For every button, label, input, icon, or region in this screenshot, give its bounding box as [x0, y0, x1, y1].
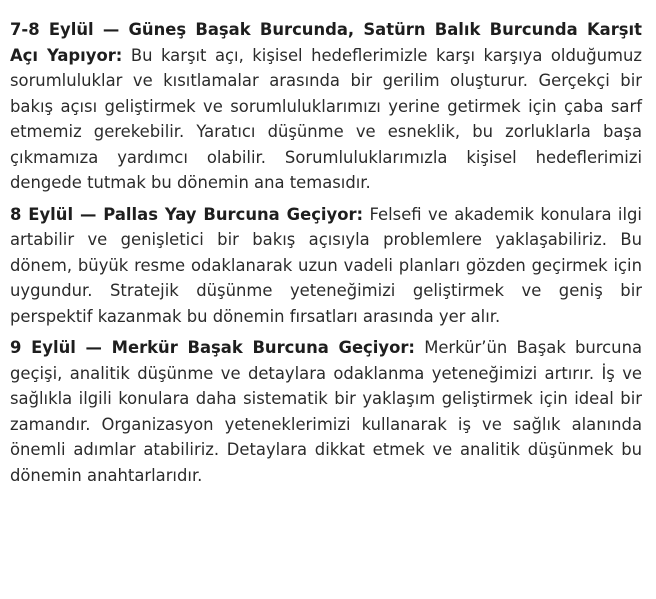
article-content	[10, 17, 642, 494]
entry-title: 9 Eylül — Merkür Başak Burcuna Geçiyor:	[10, 338, 415, 357]
entry-pallas-sagittarius	[10, 202, 642, 330]
entry-body: Felsefi ve akademik konulara ilgi artabilir ve genişletici bir bakış açısıyla problemlere yaklaşabiliriz. Bu dönem, büyük resme odaklanarak uzun vadeli planları gözden geçirmek için uygundur. Stratejik düşünme yeteneğimizi geliştirmek ve geniş bir perspektif kazanmak bu dönemin fırsatları arasında yer alır.	[10, 204, 642, 326]
entry-mercury-virgo	[10, 335, 642, 488]
entry-body: Bu karşıt açı, kişisel hedeflerimizle karşı karşıya olduğumuz sorumluluklar ve kısıtlamalar arasında bir gerilim oluşturur. Gerçekçi bir bakış açısı geliştirmek ve sorumluluklarımızı yerine getirmek için çaba sarf etmemiz gerekebilir. Yaratıcı düşünme ve esneklik, bu zorluklarla başa çıkmamıza yardımcı olabilir. Sorumluluklarımızla kişisel hedeflerimizi dengede tutmak bu dönemin ana temasıdır.	[10, 45, 642, 192]
entry-title: 7-8 Eylül — Güneş Başak Burcunda, Satürn Balık Burcunda Karşıt Açı Yapıyor:	[10, 20, 642, 65]
entry-title: 8 Eylül — Pallas Yay Burcuna Geçiyor:	[10, 204, 364, 224]
entry-body: Merkür’ün Başak burcuna geçişi, analitik düşünme ve detaylara odaklanma yeteneğimizi artırır. İş ve sağlıkla ilgili konulara daha sistematik bir yaklaşım geliştirmek için ideal bir zamandır. Organizasyon yeteneklerimizi kullanarak iş ve sağlık alanında önemli adımlar atabiliriz. Detaylara dikkat etmek ve analitik düşünmek bu dönemin anahtarlarıdır.	[10, 338, 642, 485]
entry-saturn-opposition	[10, 17, 642, 196]
